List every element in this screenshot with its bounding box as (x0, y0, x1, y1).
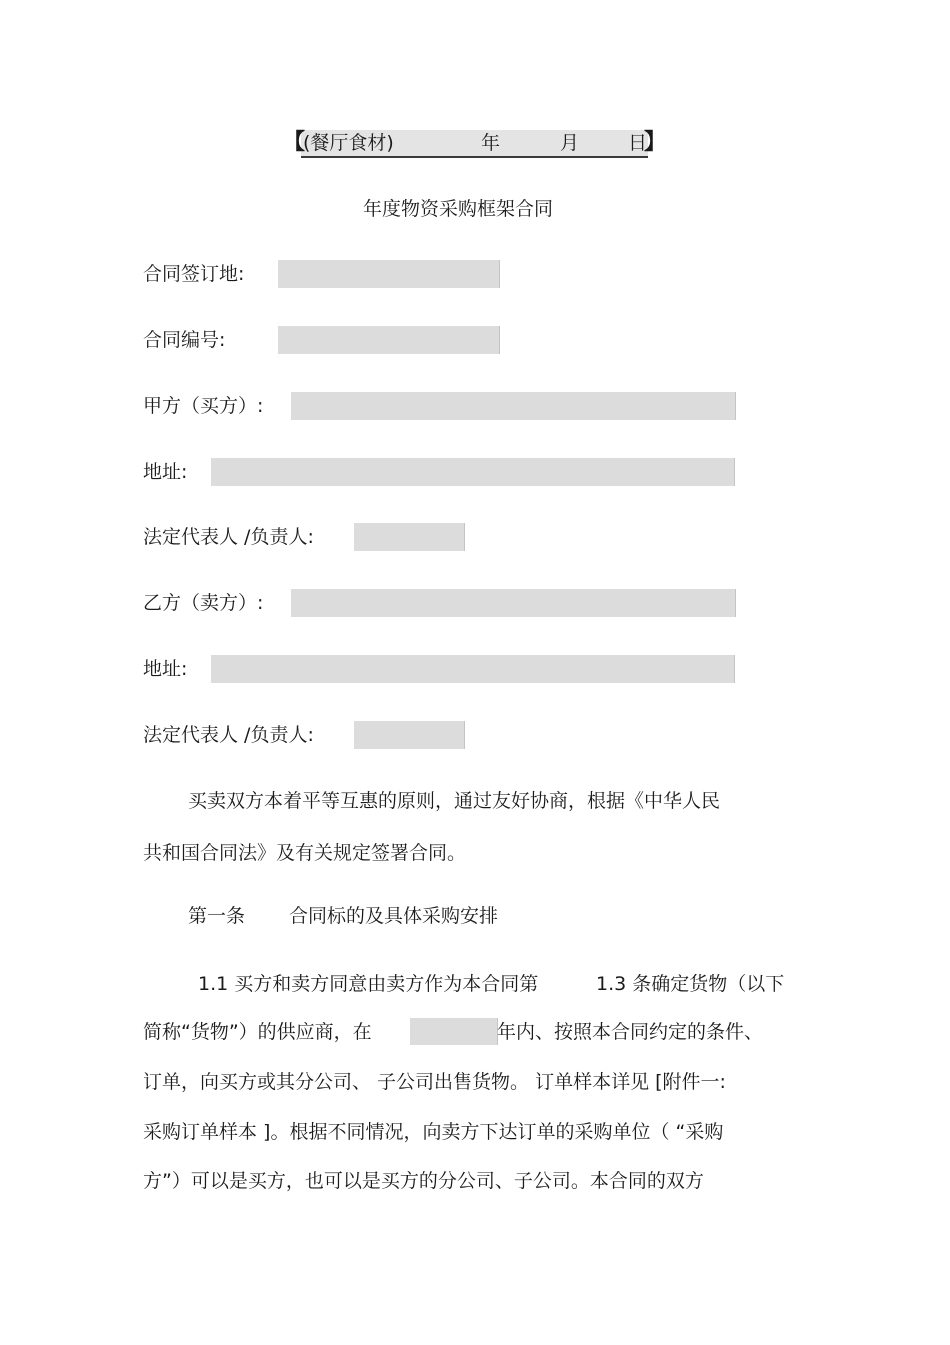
contract-no-label: 合同编号: (143, 329, 226, 351)
party-b-field[interactable] (291, 589, 736, 617)
party-b-address-label: 地址: (143, 658, 188, 680)
party-b-rep-field[interactable] (354, 721, 465, 749)
party-b-label: 乙方（卖方）: (143, 592, 264, 614)
signing-place-label: 合同签订地: (143, 263, 245, 285)
party-a-rep-field[interactable] (354, 523, 465, 551)
party-b-rep-label: 法定代表人 /负责人: (143, 724, 314, 746)
clause-1-1-line-3: 订单，向买方或其分公司、 子公司出售货物。 订单样本详见 [附件一: (143, 1071, 726, 1093)
header-bracket-close: 】 (644, 130, 667, 155)
party-b-address-field[interactable] (211, 655, 735, 683)
contract-no-field[interactable] (278, 326, 500, 354)
clause-1-1-line-2b: 年内、按照本合同约定的条件、 (497, 1021, 764, 1043)
header-month: 月 (560, 132, 580, 154)
header-year: 年 (481, 132, 501, 154)
header-day: 日 (628, 132, 648, 154)
contract-title: 年度物资采购框架合同 (363, 198, 554, 220)
term-years-field[interactable] (410, 1018, 498, 1045)
party-a-field[interactable] (291, 392, 736, 420)
party-a-address-field[interactable] (211, 458, 735, 486)
signing-place-field[interactable] (278, 260, 500, 288)
preamble-line-1: 买卖双方本着平等互惠的原则，通过友好协商，根据《中华人民 (188, 790, 721, 812)
clause-1-1-line-1a: 1.1 买方和卖方同意由卖方作为本合同第 (198, 973, 539, 995)
party-a-address-label: 地址: (143, 461, 188, 483)
preamble-line-2: 共和国合同法》及有关规定签署合同。 (143, 842, 467, 864)
party-a-label: 甲方（买方）: (143, 395, 264, 417)
header-bracket-open: 【 (283, 130, 306, 155)
article-1-number: 第一条 (188, 905, 246, 927)
clause-1-1-line-2a: 简称“货物”）的供应商，在 (143, 1021, 372, 1043)
clause-1-1-line-5: 方”）可以是买方，也可以是买方的分公司、子公司。本合同的双方 (143, 1170, 704, 1192)
clause-1-1-line-1b: 1.3 条确定货物（以下 (596, 973, 785, 995)
clause-1-1-line-4: 采购订单样本 ]。根据不同情况，向卖方下达订单的采购单位（ “采购 (143, 1121, 724, 1143)
party-a-rep-label: 法定代表人 /负责人: (143, 526, 314, 548)
article-1-heading: 合同标的及具体采购安排 (289, 905, 499, 927)
header-category: (餐厅食材) (303, 132, 394, 154)
